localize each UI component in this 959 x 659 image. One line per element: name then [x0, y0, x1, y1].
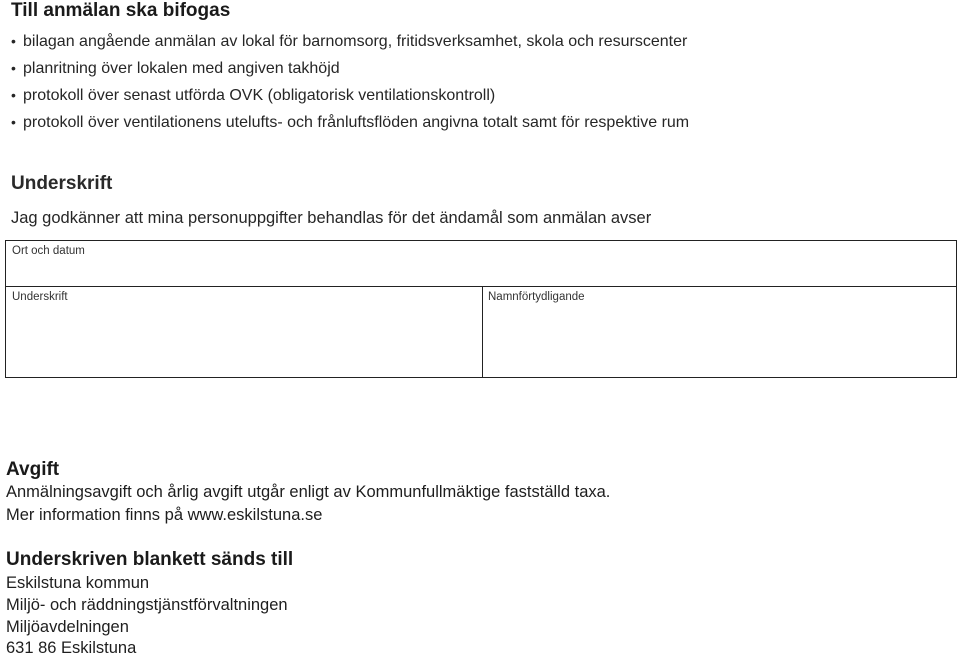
fee-heading: Avgift: [6, 459, 60, 480]
send-to-heading: Underskriven blankett sänds till: [6, 549, 294, 570]
address-line: Eskilstuna kommun: [6, 574, 150, 592]
attachments-heading: Till anmälan ska bifogas: [11, 0, 231, 21]
name-clarification-field[interactable]: [483, 287, 956, 377]
list-item: [11, 82, 689, 109]
list-item: [11, 28, 689, 55]
place-date-field[interactable]: [5, 240, 957, 286]
bullet-icon: •: [11, 114, 16, 130]
fee-info-line: Mer information finns på www.eskilstuna.se: [6, 506, 323, 524]
signature-heading: Underskrift: [11, 173, 113, 194]
signature-label: Underskrift: [12, 291, 68, 303]
name-clarification-label: Namnförtydligande: [488, 291, 585, 303]
signature-field[interactable]: [6, 287, 482, 377]
list-item-text: bilagan angående anmälan av lokal för barnomsorg, fritidsverksamhet, skola och resurscenter: [23, 33, 688, 50]
list-item: [11, 109, 689, 136]
bullet-icon: •: [11, 87, 16, 103]
attachments-list: [11, 28, 689, 136]
address-line: 631 86 Eskilstuna: [6, 639, 137, 657]
signature-row: [5, 286, 957, 378]
address-line: Miljöavdelningen: [6, 618, 129, 636]
address-line: Miljö- och räddningstjänstförvaltningen: [6, 596, 288, 614]
list-item: [11, 55, 689, 82]
list-item-text: protokoll över ventilationens utelufts- och frånluftsflöden angivna totalt samt för respektive rum: [23, 114, 690, 131]
fee-text-line: Anmälningsavgift och årlig avgift utgår enligt av Kommunfullmäktige fastställd taxa.: [6, 483, 611, 501]
list-item-text: planritning över lokalen med angiven takhöjd: [23, 60, 340, 77]
place-date-label: Ort och datum: [12, 245, 85, 257]
bullet-icon: •: [11, 33, 16, 49]
consent-text: Jag godkänner att mina personuppgifter behandlas för det ändamål som anmälan avser: [11, 209, 652, 227]
bullet-icon: •: [11, 60, 16, 76]
list-item-text: protokoll över senast utförda OVK (obligatorisk ventilationskontroll): [23, 87, 496, 104]
